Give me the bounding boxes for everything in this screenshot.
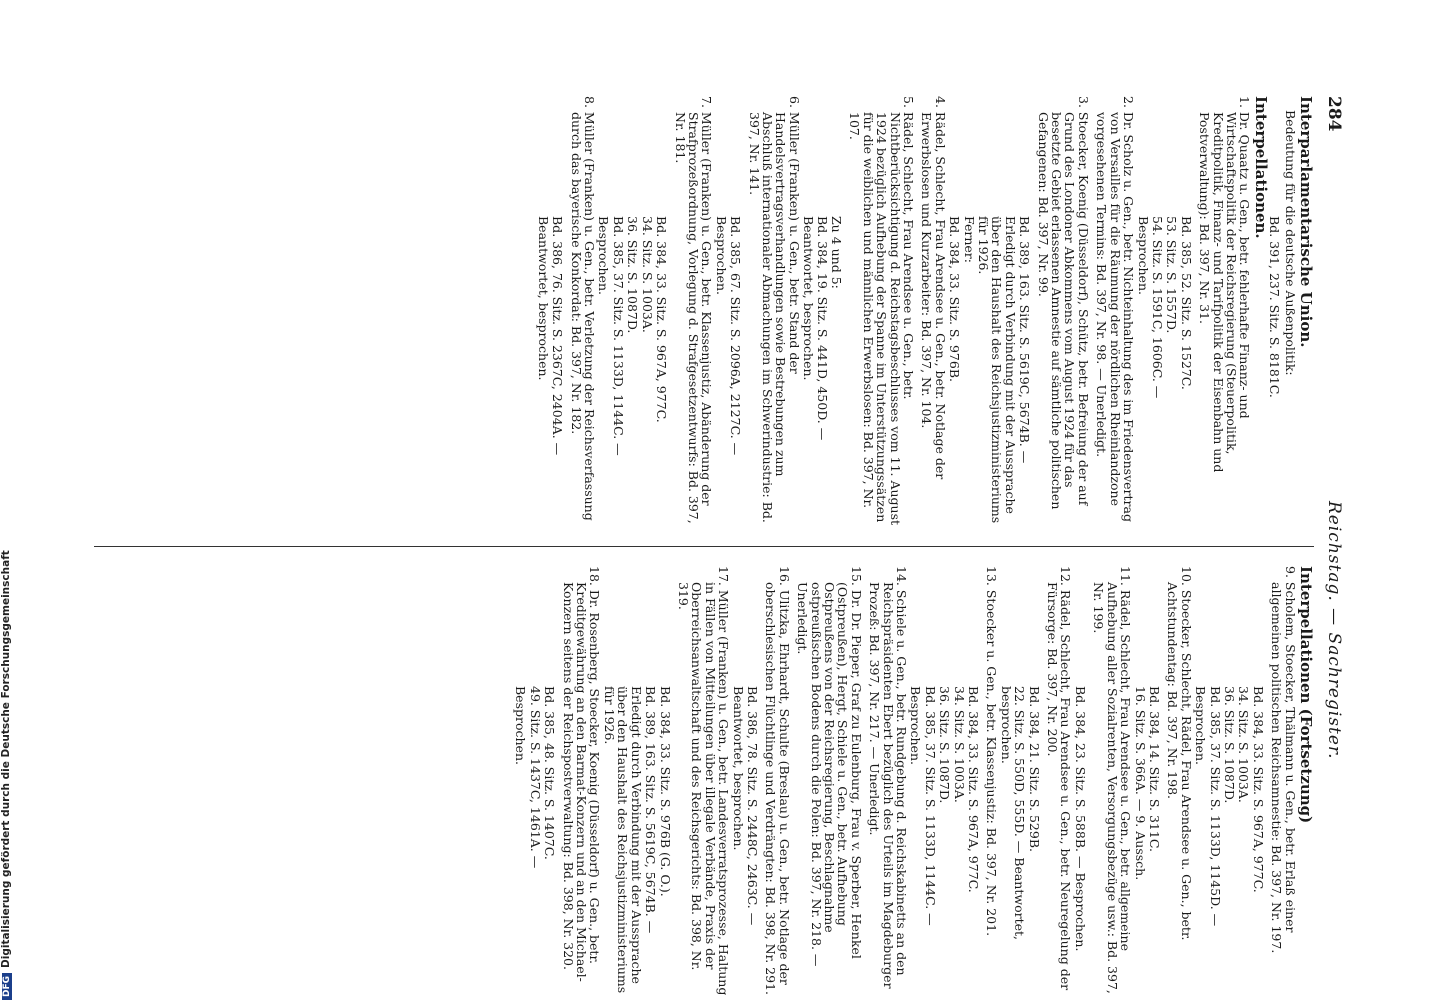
column-divider [94, 546, 1314, 547]
interpellation-entry: 18. Dr. Rosenberg, Stoecker, Koenig (Düsseldorf) u. Gen., betr. Kreditgewährung an den Barmat-Konzern und an den Michael-Konzern seitens der Reichspostverwaltung: Bd. 398, Nr. 320. [560, 566, 603, 982]
reference: Erledigt durch Verbindung mit der Aussprache über den Haushalt des Reichsjustizministeriums für 1926. [976, 216, 1018, 524]
reference: 34. Sitz. S. 1003A. [951, 686, 967, 803]
interpellation-entry: 16. Ulitzka, Ehrhardt, Schulte (Breslau) u. Gen., betr. Notlage der oberschlesischen Flüchtlinge und Verdrängten: Bd. 398, Nr. 291. [763, 566, 792, 996]
interpellation-entry: 5. Rädel, Schlecht, Frau Arendsee u. Gen., betr. Nichtberücksichtigung d. Reichstagsbeschlusses vom 11. August 1924 bezüglich Aufhebung der Spanne im Unterstützungssätzen für die weiblichen und männlichen Erwerbslosen: Bd. 397, Nr. 107. [847, 96, 917, 526]
reference: Bd. 389, 163. Sitz. S. 5619C, 5674B. — [1017, 216, 1033, 464]
reference: Bd. 391, 237. Sitz. S. 8181C. [1267, 216, 1283, 398]
reference: 34. Sitz. S. 1003A. [1236, 686, 1252, 803]
reference: Besprochen. [1135, 216, 1151, 295]
reference: Bd. 385, 37. Sitz. S. 1133D, 1144C. — [610, 216, 626, 456]
interpellation-entry: 7. Müller (Franken) u. Gen., betr. Klassenjustiz, Abänderung der Strafprozeßordnung, Vorlegung d. Strafgesetzentwurfs: Bd. 397, Nr. 181. [672, 96, 715, 524]
interpellation-entry: 6. Müller (Franken) u. Gen., betr. Stand der Handelsvertragsverhandlungen sowie Bestrebungen zum Abschluß internationaler Abmachungen im Schwerindustrie: Bd. 397, Nr. 141. [746, 96, 802, 523]
reference: Ferner: [961, 216, 977, 263]
reference: Bd. 384, 14. Sitz. S. 311C. [1146, 686, 1162, 852]
reference: Bd. 385, 52. Sitz. S. 1527C. [1178, 216, 1194, 390]
page-title: Reichstag. — Sachregister. [1324, 501, 1344, 760]
reference: Bd. 384, 33. Sitz. S. 976B (G. O.). [657, 686, 673, 897]
reference: Besprochen. [1193, 686, 1209, 765]
reference: Beantwortet, besprochen. [730, 686, 746, 851]
section-heading: Interparlamentarische Union. [1297, 96, 1315, 348]
reference: 16. Sitz. S. 366A. — 9. Aussch. [1132, 686, 1148, 881]
reference: Bd. 384, 33. Sitz. S. 967A, 977C. [1250, 686, 1266, 893]
interpellation-entry: 11. Rädel, Schlecht, Frau Arendsee u. Gen., betr. allgemeine Aufhebung aller Sozialrenten, Versorgungsbezüge usw.: Bd. 397, Nr. 199. [1091, 566, 1134, 994]
section-subtitle: Bedeutung für die deutsche Außenpolitik: [1282, 110, 1298, 376]
reference: 49. Sitz. S. 1437C, 1461A. — [527, 686, 543, 869]
reference: 36. Sitz. S. 1087D. [625, 216, 641, 334]
interpellation-entry: 10. Stoecker, Schlecht, Rädel, Frau Arendsee u. Gen., betr. Achtstundentag: Bd. 397, Nr. 198. [1165, 566, 1194, 941]
section-heading: Interpellationen (Fortsetzung) [1297, 566, 1315, 824]
reference: Besprochen. [596, 216, 612, 295]
interpellation-entry: 14. Schiele u. Gen., betr. Rundgebung d. Reichskabinetts an den Reichspräsidenten Ebert bezüglich des Urteils im Magdeburger Prozeß: Bd. 397, Nr. 217. — Unerledigt. [867, 566, 910, 989]
reference: Bd. 389, 163. Sitz. S. 5619C, 5674B. — [643, 686, 659, 934]
reference: Zu 4 und 5: [829, 216, 844, 289]
interpellation-entry: 12. Rädel, Schlecht, Frau Arendsee u. Gen., betr. Neuregelung der Fürsorge: Bd. 397, Nr. 200. [1045, 566, 1074, 991]
dfg-logo: DFG [2, 973, 12, 1000]
reference: 22. Sitz. S. 550D, 555D. — Beantwortet, besprochen. [998, 686, 1028, 940]
reference: Bd. 384, 33. Sitz. S. 967A, 977C. [654, 216, 670, 423]
reference: Bd. 385, 37. Sitz. S. 1133D, 1144C. — [922, 686, 938, 926]
reference: Bd. 384, 19. Sitz. S. 441D, 450D. — Beantwortet, besprochen. [801, 216, 830, 441]
reference: Besprochen. [513, 686, 529, 765]
footer-text: Digitalisierung gefördert durch die Deutsche Forschungsgemeinschaft [0, 550, 12, 968]
reference: 36. Sitz. S. 1087D. [937, 686, 953, 804]
reference: Bd. 386, 78. Sitz. S. 2448C, 2463C. — [744, 686, 760, 926]
reference: Erledigt durch Verbindung mit der Aussprache über den Haushalt des Reichsjustizministeriums für 1926. [601, 686, 644, 994]
reference: Bd. 384, 23. Sitz. S. 588B. — Besprochen. [1072, 686, 1088, 952]
reference: Bd. 385, 37. Sitz. S. 1133D, 1145D. — [1207, 686, 1223, 927]
right-column [513, 566, 1315, 996]
reference: 34. Sitz. S. 1003A. [639, 216, 655, 333]
reference: Bd. 384, 33. Sitz. S. 976B. [947, 216, 963, 382]
footer [0, 0, 16, 1000]
reference: Bd. 384, 21. Sitz. S. 529B. [1026, 686, 1042, 852]
page-number: 284 [1324, 96, 1344, 132]
reference: 53. Sitz. S. 1557D. [1164, 216, 1180, 334]
reference: Bd. 384, 33. Sitz. S. 967A, 977C. [966, 686, 982, 893]
interpellation-entry: 2. Dr. Scholz u. Gen., betr. Nichteinhaltung des im Friedensvertrag von Versailles für die Räumung der nördlichen Rheinlandzone vorgesehenen Termins: Bd. 397, Nr. 98. — Unerledigt. [1094, 96, 1137, 522]
reference: 54. Sitz. S. 1591C, 1606C. — [1149, 216, 1165, 399]
interpellation-entry: 3. Stoecker, Koenig (Düsseldorf), Schütz, betr. Befreiung der auf Grund des Londoner Abkommens vom August 1924 für das besetzte Gebiet erlassenen Amnestie auf sämtliche politischen Gefangenen: Bd. 397, Nr. 99. [1035, 96, 1091, 510]
rotated-page [94, 96, 1344, 996]
interpellation-entry: 15. Dr. Dr. Pieper, Graf zu Eulenburg, Frau v. Sperber, Henkel (Ostpreußen), Hergt, Schiele u. Gen., betr. Aufhebung Ostpreußens von der Reichsregierung, Beschlagnahme ostpreußischen Bodens durch die Polen: Bd. 397, Nr. 218. — Unerledigt. [795, 566, 864, 967]
reference: Besprochen. [713, 216, 729, 295]
interpellation-entry: 4. Rädel, Schlecht, Frau Arendsee u. Gen., betr. Notlage der Erwerbslosen und Kurzarbeiter: Bd. 397, Nr. 104. [919, 96, 948, 480]
interpellation-entry: 1. Dr. Quaatz u. Gen., betr. fehlerhafte Finanz- und Wirtschaftspolitik der Reichsregierung (Steuerpolitik, Kreditpolitik, Finanz- und Tarifpolitik der Eisenbahn und Postverwaltung): Bd. 397, Nr. 31. [1197, 96, 1253, 473]
interpellation-entry: 13. Stoecker u. Gen., betr. Klassenjustiz: Bd. 397, Nr. 201. [984, 566, 1000, 937]
interpellation-entry: 8. Müller (Franken) u. Gen., betr. Verletzung der Reichsverfassung durch das bayerische Konkordat: Bd. 397, Nr. 182. [568, 96, 598, 521]
left-column [535, 96, 1315, 526]
reference: 36. Sitz. S. 1087D. [1221, 686, 1237, 804]
reference: Bd. 385, 67. Sitz. S. 2096A, 2127C. — [728, 216, 744, 456]
interpellation-entry: 17. Müller (Franken) u. Gen., betr. Landesverratsprozesse, Haltung in Fällen von Mitteilungen über illegale Verbände, Praxis der Oberreichsanwaltschaft und des Reichsgerichts: Bd. 398, Nr. 319. [675, 566, 732, 996]
reference: Beantwortet, besprochen. [535, 216, 551, 381]
reference: Besprochen. [908, 686, 924, 765]
section-heading: Interpellationen. [1251, 96, 1270, 239]
reference: Bd. 386, 76. Sitz. S. 2367C, 2404A. — [550, 216, 566, 456]
page-header [1320, 96, 1344, 996]
reference: Bd. 385, 48. Sitz. S. 1407C. [542, 686, 558, 860]
interpellation-entry: 9. Scholem, Stoecker, Thälmann u. Gen., betr. Erlaß einer allgemeinen politischen Reichsamnestie: Bd. 397, Nr. 197. [1269, 566, 1298, 954]
